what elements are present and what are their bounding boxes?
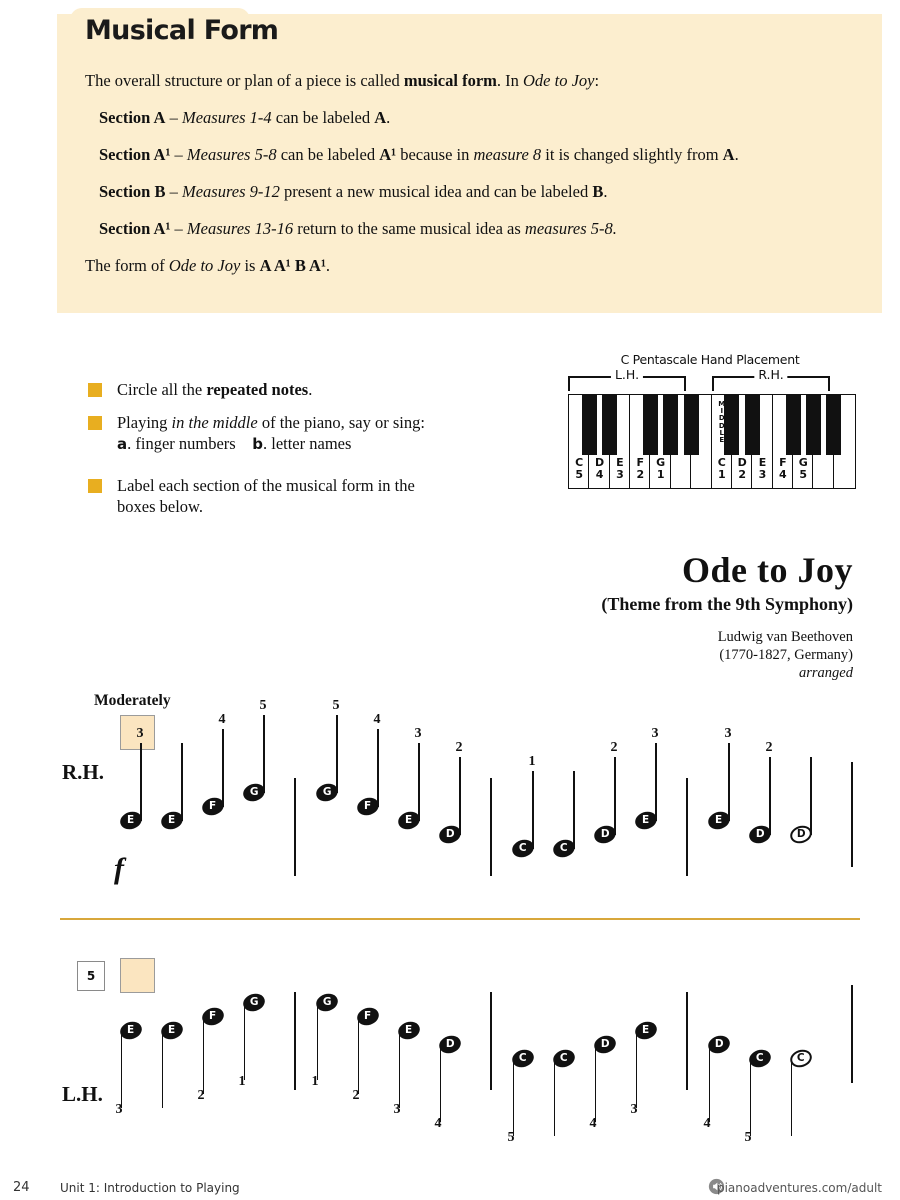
task-text [117, 379, 312, 400]
rh-key-D [732, 457, 752, 481]
section-tail-end: . [386, 108, 391, 127]
note-stem [181, 743, 183, 821]
finger-number: 4 [218, 712, 226, 727]
end-barline [851, 762, 853, 867]
key-letter: G [798, 456, 808, 469]
note-stem [595, 1044, 597, 1122]
note-letter: F [209, 1010, 217, 1023]
black-key [602, 395, 617, 455]
black-key [663, 395, 678, 455]
black-key [582, 395, 597, 455]
lh-key-C [569, 457, 589, 481]
note-letter: C [797, 1052, 805, 1065]
option-b-text: . letter names [262, 434, 352, 453]
intro-bold: musical form [403, 71, 497, 90]
task3-line2: boxes below. [117, 497, 203, 516]
note-stem [728, 743, 730, 821]
barline [490, 778, 492, 876]
rh-key-F [773, 457, 793, 481]
section-tail-a1-extra: because in measure 8 it is changed slightly from A. [396, 145, 739, 164]
conclusion-mid: is [240, 256, 260, 275]
section-tail-bold: B [592, 182, 604, 201]
conclusion-form: A A¹ B A¹ [259, 256, 326, 275]
task3-line1: Label each section of the musical form in the [117, 476, 415, 495]
note-stem [709, 1044, 711, 1122]
note-stem [317, 1002, 319, 1080]
bullet-square-icon [88, 479, 102, 493]
key-letter: F [779, 456, 787, 469]
task2-line1 [117, 412, 425, 433]
key-letter: C [717, 456, 726, 469]
bracket-tick-right [684, 376, 686, 391]
keyboard-diagram [560, 352, 860, 497]
section-label: Section A [99, 108, 166, 127]
panel-conclusion-line [85, 256, 330, 276]
finger-number: 2 [352, 1088, 360, 1103]
section-line-b [99, 182, 607, 202]
rh-bracket-label: R.H. [754, 367, 787, 382]
note-letter: G [322, 996, 332, 1009]
section-dash: – [165, 108, 182, 127]
key-finger: 1 [717, 468, 726, 481]
lh-key-G [650, 457, 670, 481]
finger-number: 4 [589, 1116, 597, 1131]
key-finger: 4 [779, 468, 787, 481]
answer-box-section-2[interactable] [120, 958, 155, 993]
rh-bracket [712, 367, 830, 391]
note-stem [203, 1016, 205, 1094]
note-letter: G [249, 996, 259, 1009]
note-stem [418, 743, 420, 821]
lh-bracket [568, 367, 686, 391]
note-letter: E [405, 814, 413, 827]
section-rest: can be labeled [276, 145, 380, 164]
middle-letter: E [719, 436, 725, 445]
note-letter: D [445, 1038, 455, 1051]
intro-pre: The overall structure or plan of a piece is called [85, 71, 404, 90]
section-measures: Measures 1-4 [181, 108, 272, 127]
note-letter: E [127, 814, 135, 827]
section-label: Section A¹ [99, 145, 171, 164]
finger-number: 5 [332, 698, 340, 713]
note-letter: D [755, 828, 765, 841]
task2-pre: Playing [117, 413, 172, 432]
piano-keys [568, 394, 856, 489]
lh-bracket-label: L.H. [611, 367, 643, 382]
lh-staff-label: L.H. [62, 1082, 103, 1106]
task2-italic: in the middle [171, 413, 258, 432]
key-letter: E [616, 456, 624, 469]
middle-letter: L [719, 428, 724, 437]
composer-dates: (1770-1827, Germany) [719, 647, 853, 663]
note-stem [162, 1030, 164, 1108]
intro-mid: . In [496, 71, 524, 90]
task1-end: . [308, 380, 313, 399]
note-letter: E [642, 814, 650, 827]
note-stem [513, 1058, 515, 1136]
lh-key-D [589, 457, 609, 481]
finger-number: 3 [724, 726, 732, 741]
section-line-a [99, 108, 390, 128]
note-letter: E [715, 814, 723, 827]
note-letter: C [756, 1052, 764, 1065]
footer-url: pianoadventures.com/adult [716, 1181, 882, 1195]
arranged-note: arranged [799, 665, 853, 681]
note-stem [750, 1058, 752, 1136]
note-letter: E [405, 1024, 413, 1037]
middle-letter: D [718, 414, 725, 423]
section-line-a1 [99, 145, 739, 165]
note-letter: D [600, 1038, 610, 1051]
section-measures: Measures 13-16 [186, 219, 294, 238]
note-stem [244, 1002, 246, 1080]
finger-number: 5 [507, 1130, 515, 1145]
section-tail-end: measures 5-8. [524, 219, 617, 238]
section-tail-bold: A¹ [379, 145, 397, 164]
finger-number: 3 [393, 1102, 401, 1117]
note-letter: F [364, 1010, 372, 1023]
finger-number: 1 [238, 1074, 246, 1089]
section-rest: can be labeled [271, 108, 375, 127]
bracket-tick-right [828, 376, 830, 391]
note-stem [336, 715, 338, 793]
finger-number: 4 [703, 1116, 711, 1131]
rh-key-E [752, 457, 772, 481]
bullet-square-icon [88, 416, 102, 430]
finger-number: 3 [136, 726, 144, 741]
section-dash: – [165, 182, 182, 201]
note-letter: D [796, 828, 806, 841]
key-letter: D [594, 456, 605, 469]
note-stem [810, 757, 812, 835]
note-stem [573, 771, 575, 849]
barline [686, 992, 688, 1090]
rh-staff-label: R.H. [62, 760, 104, 784]
finger-number: 2 [765, 740, 773, 755]
note-letter: F [209, 800, 217, 813]
note-stem [791, 1058, 793, 1136]
barline [294, 778, 296, 876]
note-letter: E [642, 1024, 650, 1037]
rh-key-G [793, 457, 813, 481]
note-letter: E [168, 1024, 176, 1037]
note-stem [399, 1030, 401, 1108]
note-stem [358, 1016, 360, 1094]
bracket-tick-left [568, 376, 570, 391]
key-finger: 5 [575, 468, 583, 481]
task1-pre: Circle all the [117, 380, 207, 399]
section-label: Section B [99, 182, 166, 201]
finger-number: 3 [630, 1102, 638, 1117]
footer-unit-label: Unit 1: Introduction to Playing [60, 1181, 240, 1195]
lh-key-F [630, 457, 650, 481]
black-key [826, 395, 841, 455]
dynamic-forte: f [114, 852, 124, 885]
section-rest: present a new musical idea and can be labeled [279, 182, 593, 201]
key-letter: C [575, 456, 584, 469]
finger-number: 4 [434, 1116, 442, 1131]
option-a-letter: a [117, 435, 128, 453]
page-number: 24 [13, 1180, 30, 1195]
finger-number: 3 [414, 726, 422, 741]
bracket-tick-left [712, 376, 714, 391]
finger-number: 3 [115, 1102, 123, 1117]
task2-options [117, 433, 425, 455]
conclusion-end: . [325, 256, 331, 275]
key-letter: G [656, 456, 666, 469]
middle-letter: I [720, 407, 724, 416]
note-letter: E [168, 814, 176, 827]
section-rest: return to the same musical idea as [293, 219, 525, 238]
barline [294, 992, 296, 1090]
note-letter: D [714, 1038, 724, 1051]
conclusion-pre: The form of [85, 256, 169, 275]
black-key [643, 395, 658, 455]
end-barline [851, 985, 853, 1083]
key-letter: E [758, 456, 767, 469]
task1-bold: repeated notes [206, 380, 309, 399]
composer-name: Ludwig van Beethoven [717, 629, 853, 645]
finger-number: 2 [455, 740, 463, 755]
finger-number: 2 [197, 1088, 205, 1103]
section-measures: Measures 5-8 [186, 145, 277, 164]
black-key [806, 395, 821, 455]
task-text [117, 475, 415, 517]
note-stem [263, 715, 265, 793]
note-letter: C [519, 842, 527, 855]
finger-number: 5 [744, 1130, 752, 1145]
note-letter: F [364, 800, 372, 813]
key-letter: D [737, 456, 747, 469]
keyboard-title: C Pentascale Hand Placement [620, 352, 800, 367]
finger-number: 4 [373, 712, 381, 727]
section-line-a1-return [99, 219, 617, 239]
conclusion-italic: Ode to Joy [168, 256, 241, 275]
middle-letter: D [718, 421, 725, 430]
note-letter: G [322, 786, 332, 799]
section-tail-bold: A [374, 108, 387, 127]
key-finger: 3 [758, 468, 767, 481]
key-finger: 4 [595, 468, 604, 481]
middle-letter: M [718, 400, 726, 408]
note-stem [440, 1044, 442, 1122]
note-stem [222, 729, 224, 807]
finger-number: 5 [259, 698, 267, 713]
note-letter: E [127, 1024, 135, 1037]
panel-intro-line [85, 71, 599, 91]
key-finger: 1 [656, 468, 665, 481]
note-letter: C [560, 842, 568, 855]
note-stem [532, 771, 534, 849]
task-text [117, 412, 425, 455]
note-letter: C [560, 1052, 568, 1065]
note-stem [140, 743, 142, 821]
system-divider [60, 918, 860, 920]
panel-title: Musical Form [85, 15, 279, 46]
section-label: Section A¹ [99, 219, 171, 238]
finger-number: 3 [651, 726, 659, 741]
rh-key-C [712, 457, 732, 481]
option-b-letter: b [252, 435, 263, 453]
song-title: Ode to Joy [682, 550, 853, 590]
note-stem [769, 757, 771, 835]
key-finger: 2 [636, 468, 645, 481]
section-measures: Measures 9-12 [181, 182, 280, 201]
note-letter: G [249, 786, 259, 799]
lh-key-E [610, 457, 630, 481]
key-letter: F [636, 456, 645, 469]
note-stem [377, 729, 379, 807]
tempo-marking: Moderately [94, 692, 171, 709]
section-dash: – [170, 219, 187, 238]
black-key [745, 395, 760, 455]
finger-number: 2 [610, 740, 618, 755]
finger-number: 1 [311, 1074, 319, 1089]
black-key [786, 395, 801, 455]
note-stem [614, 757, 616, 835]
option-a-text: . finger numbers [127, 434, 236, 453]
middle-c-label [712, 401, 732, 444]
key-finger: 2 [738, 468, 746, 481]
note-letter: D [600, 828, 610, 841]
measure-number-box: 5 [77, 961, 105, 991]
barline [686, 778, 688, 876]
section-tail-end: . [603, 182, 608, 201]
task2-end: of the piano, say or sing: [257, 413, 425, 432]
note-stem [121, 1030, 123, 1108]
note-stem [636, 1030, 638, 1108]
key-finger: 5 [799, 468, 808, 481]
bullet-square-icon [88, 383, 102, 397]
note-letter: D [445, 828, 455, 841]
note-stem [459, 757, 461, 835]
section-dash: – [170, 145, 187, 164]
black-key [684, 395, 699, 455]
key-finger: 3 [616, 468, 624, 481]
barline [490, 992, 492, 1090]
finger-number: 1 [528, 754, 536, 769]
note-stem [554, 1058, 556, 1136]
note-letter: C [519, 1052, 527, 1065]
intro-italic: Ode to Joy [523, 71, 595, 90]
song-subtitle: (Theme from the 9th Symphony) [601, 594, 853, 614]
intro-end: : [594, 71, 600, 90]
note-stem [655, 743, 657, 821]
